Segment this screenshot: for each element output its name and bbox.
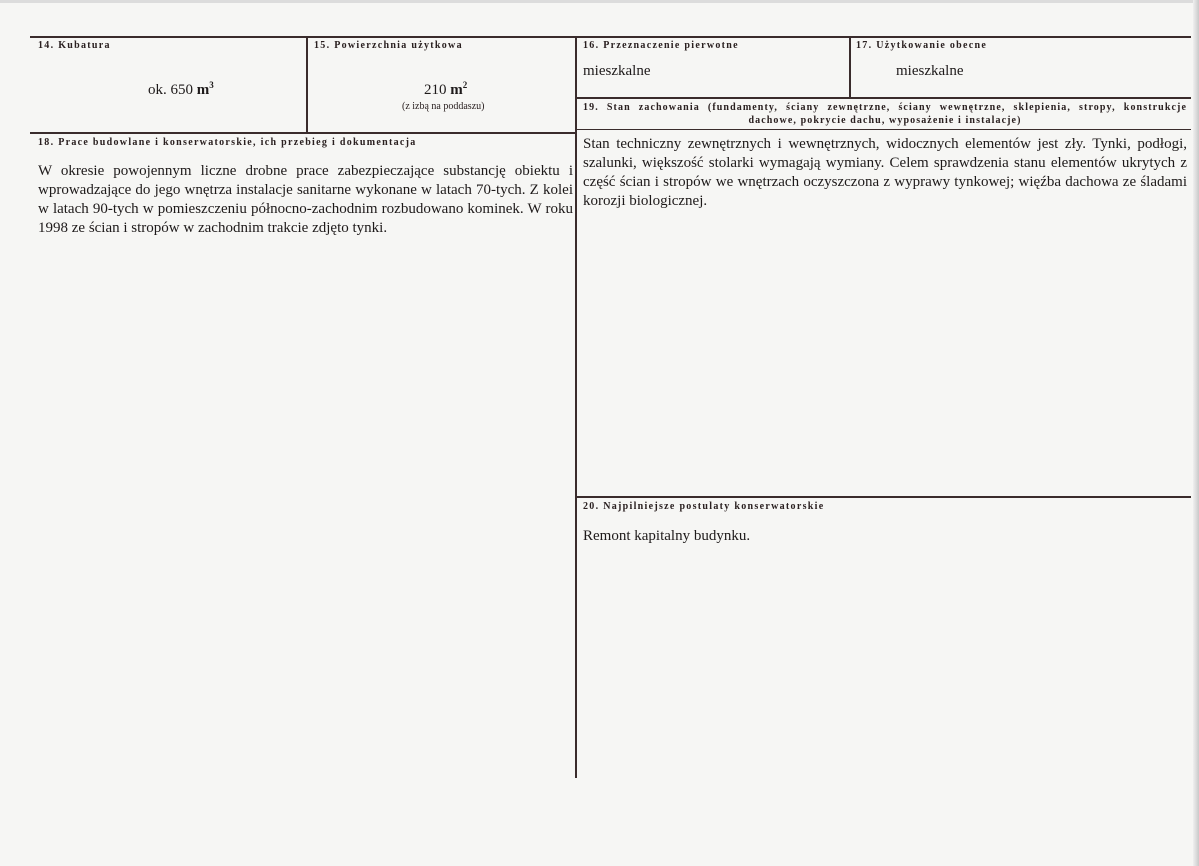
usable-area-unit-power: 2 xyxy=(462,80,468,90)
current-use-value: mieszkalne xyxy=(896,63,964,79)
field-14-label: 14. Kubatura xyxy=(38,40,111,51)
field-19-text: Stan techniczny zewnętrznych i wewnętrznych, widocznych elementów jest zły. Tynki, podłogi, szalunki, większość stolarki wymagają wymiany. Celem sprawdzenia stanu elementów ukrytych z część ścian i stropów we wnętrzach oczyszczona z wyprawy tynkowej; więźba dachowa ze śladami korozji biologicznej. xyxy=(583,136,1187,209)
field-14-value xyxy=(148,80,214,99)
scan-top-edge xyxy=(0,0,1199,3)
top-rule-left xyxy=(30,36,576,38)
rule-above-18 xyxy=(30,132,576,134)
divider-16-17 xyxy=(849,36,851,97)
cubature-unit-power: 3 xyxy=(209,80,214,90)
rule-above-20 xyxy=(577,496,1191,498)
field-18-text: W okresie powojennym liczne drobne prace zabezpieczające substancję obiektu i wprowadzające do jego wnętrza instalacje sanitarne wykonane w latach 70-tych. Z kolei w latach 90-tych w pomieszczeniu północno-zachodnim rozbudowano kominek. W roku 1998 ze ścian i stropów w zachodnim trakcie zdjęto tynki. xyxy=(38,163,573,236)
field-15-label: 15. Powierzchnia użytkowa xyxy=(314,40,463,51)
usable-area-unit: m xyxy=(450,82,463,98)
cubature-number: ok. 650 xyxy=(148,82,193,98)
usable-area-note: (z izbą na poddaszu) xyxy=(402,101,485,112)
field-15-value xyxy=(424,80,467,99)
divider-14-15 xyxy=(306,36,308,133)
usable-area-number: 210 xyxy=(424,82,447,98)
rule-above-19 xyxy=(577,97,1191,99)
field-19-label: 19. Stan zachowania (fundamenty, ściany zewnętrzne, ściany wewnętrzne, sklepienia, stropy, konstrukcje dachowe, pokrycie dachu, wyposażenie i instalacje) xyxy=(583,102,1187,126)
original-purpose-value: mieszkalne xyxy=(583,63,651,79)
field-20-text: Remont kapitalny budynku. xyxy=(583,528,751,544)
field-17-label: 17. Użytkowanie obecne xyxy=(856,40,988,51)
field-20-label: 20. Najpilniejsze postulaty konserwatorskie xyxy=(583,501,825,512)
top-rule-right xyxy=(577,36,1191,38)
center-vertical-rule xyxy=(575,36,577,778)
field-18-label: 18. Prace budowlane i konserwatorskie, ich przebieg i dokumentacja xyxy=(38,137,417,148)
field-16-label: 16. Przeznaczenie pierwotne xyxy=(583,40,739,51)
cubature-unit: m xyxy=(196,82,210,98)
scan-right-edge xyxy=(1193,0,1199,866)
rule-above-19-text xyxy=(577,129,1191,130)
